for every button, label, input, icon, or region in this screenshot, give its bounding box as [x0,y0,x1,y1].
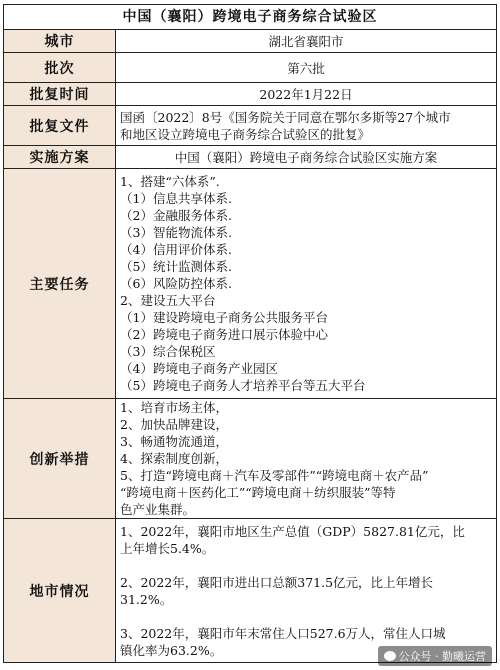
value-local [116,519,497,663]
task-line: （3）综合保税区 [120,344,216,359]
paragraph-gap [120,608,492,625]
task-line: （1）建设跨境电子商务公共服务平台 [120,310,328,325]
innovation-line: “跨境电商＋医药化工”“跨境电商＋纺织服装”等特 [120,485,396,500]
value-main-tasks [116,169,497,399]
label-innovation: 创新举措 [4,399,116,519]
row-approval-doc [4,106,497,146]
task-line: （1）信息共享体系. [120,191,232,206]
task-line: （4）跨境电子商务产业园区 [120,361,278,376]
info-table [3,29,497,663]
document-title: 中国（襄阳）跨境电子商务综合试验区 [3,4,497,30]
innovation-line: 2、加快品牌建设， [120,417,228,432]
task-line: 2、建设五大平台 [120,293,216,308]
row-batch [4,53,497,83]
value-city: 湖北省襄阳市 [116,30,497,53]
value-approval-doc [116,106,497,146]
row-approval-time [4,83,497,106]
row-main-tasks [4,169,497,399]
label-approval-time: 批复时间 [4,83,116,106]
task-line: （6）风险防控体系. [120,276,232,291]
row-local [4,519,497,663]
wechat-watermark [378,646,493,666]
innovation-line: 5、打造“跨境电商＋汽车及零部件”“跨境电商＋农产品” [120,468,429,483]
innovation-line: 3、畅通物流通道， [120,434,228,449]
label-approval-doc: 批复文件 [4,106,116,146]
label-batch: 批次 [4,53,116,83]
local-line: 3、2022年，襄阳市年末常住人口527.6万人，常住人口城 [120,625,446,641]
local-line: 上年增长5.4%。 [120,540,215,556]
task-line: （3）智能物流体系. [120,225,232,240]
row-innovation [4,399,497,519]
task-line: （5）跨境电子商务人才培养平台等五大平台 [120,378,366,393]
local-line: 1、2022年，襄阳市地区生产总值（GDP）5827.81亿元，比 [120,523,465,539]
label-plan: 实施方案 [4,146,116,169]
local-line: 2、2022年，襄阳市进出口总额371.5亿元，比上年增长 [120,574,434,590]
innovation-line: 4、探索制度创新， [120,451,228,466]
innovation-line: 色产业集群。 [120,502,196,517]
row-plan [4,146,497,169]
value-innovation [116,399,497,519]
local-line: 31.2%。 [120,591,173,607]
row-city [4,30,497,53]
value-approval-time: 2022年1月22日 [116,83,497,106]
innovation-line: 1、培育市场主体， [120,400,228,415]
task-line: 1、搭建“六体系”. [120,174,220,189]
watermark-text: 公众号 · 勤曦运营 [398,650,486,663]
approval-doc-line: 国函〔2022〕8号《国务院关于同意在鄂尔多斯等27个城市 [120,109,451,125]
task-line: （2）跨境电子商务进口展示体验中心 [120,327,328,342]
approval-doc-line: 和地区设立跨境电子商务综合试验区的批复》 [120,126,371,142]
task-line: （5）统计监测体系. [120,259,232,274]
wechat-icon [384,651,396,661]
paragraph-gap [120,557,492,574]
task-line: （4）信用评价体系. [120,242,232,257]
label-main-tasks: 主要任务 [4,169,116,399]
value-plan: 中国（襄阳）跨境电子商务综合试验区实施方案 [116,146,497,169]
label-city: 城市 [4,30,116,53]
task-line: （2）金融服务体系. [120,208,232,223]
value-batch: 第六批 [116,53,497,83]
label-local: 地市情况 [4,519,116,663]
local-line: 镇化率为63.2%。 [120,642,223,658]
